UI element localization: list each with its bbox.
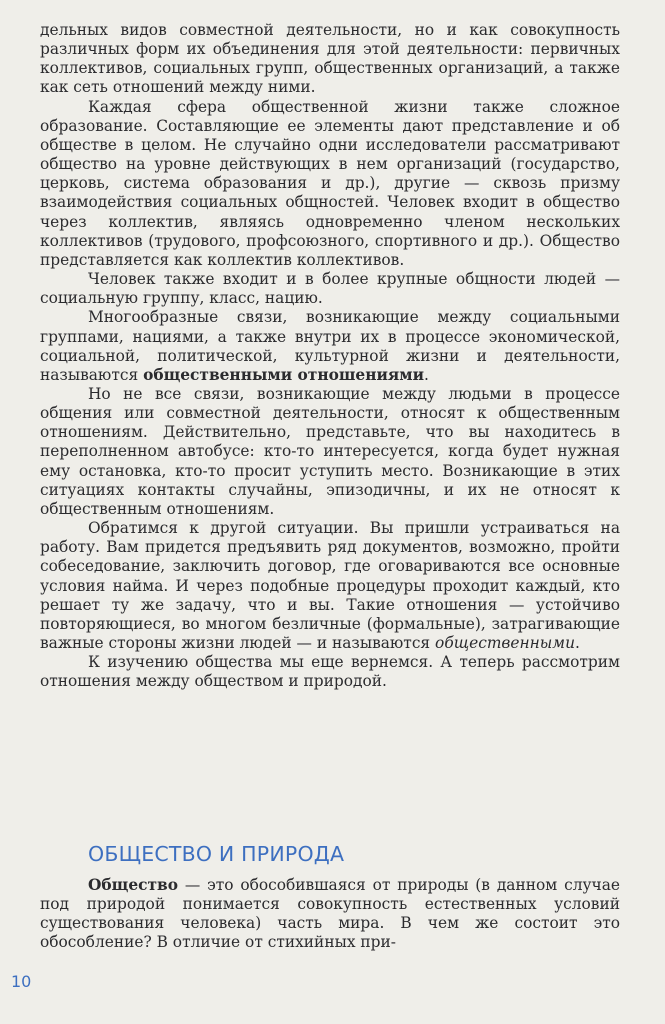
- paragraph-text: Обратимся к другой ситуации. Вы пришли устраиваться на работу. Вам придется предъявить ряд документов, возможно, пройти собеседование, заключить договор, где оговариваются все основные условия найма. И через подобные процедуры проходит каждый, кто решает ту же задачу, что и вы. Такие отношения — устойчиво повторяющиеся, во многом безличные (формальные), затрагивающие важные стороны жизни людей — и называются: [40, 519, 620, 652]
- paragraph-text: Каждая сфера общественной жизни также сложное образование. Составляющие ее элементы дают представление и об обществе в целом. Не случайно одни исследователи рассматривают общество на уровне действующих в нем организаций (государство, церковь, система образования и др.), другие — сквозь призму взаимодействия социальных общностей. Человек входит в общество через коллектив, являясь одновременно членом нескольких коллективов (трудового, профсоюзного, спортивного и др.). Общество представляется как коллектив коллективов.: [40, 97, 620, 269]
- paragraph-5: [40, 385, 620, 519]
- section-bold-term: Общество: [88, 876, 178, 894]
- paragraph-4: [40, 308, 620, 385]
- paragraph-6: [40, 519, 620, 653]
- paragraph-7: [40, 653, 620, 691]
- page-number: 10: [11, 972, 32, 991]
- paragraph-text: дельных видов совместной деятельности, но и как совокупность различных форм их объединения для этой деятельности: первичных коллективов, социальных групп, общественных организаций, а также как сеть отношений между ними.: [40, 21, 620, 97]
- paragraph-text: Но не все связи, возникающие между людьми в процессе общения или совместной деятельности, относят к общественным отношениям. Действительно, представьте, что вы находитесь в переполненном автобусе: кто-то интересуется, когда будет нужная ему остановка, кто-то просит уступить место. Возникающие в этих ситуациях контакты случайны, эпизодичны, и их не относят к общественным отношениям.: [40, 384, 620, 518]
- section-paragraph-rest: — это обособившаяся от природы (в данном случае под природой понимается совокупность естественных условий существования человека) часть мира. В чем же состоит это обособление? В отличие от стихийных при-: [40, 876, 620, 952]
- paragraph-text: Человек также входит и в более крупные общности людей — социальную группу, класс, нацию.: [40, 270, 620, 308]
- main-text-block: [40, 21, 620, 691]
- section-paragraph: [40, 876, 620, 953]
- italic-term: общественными: [435, 634, 575, 652]
- paragraph-text: К изучению общества мы еще вернемся. А теперь рассмотрим отношения между обществом и природой.: [40, 653, 620, 691]
- paragraph-2: [40, 98, 620, 270]
- paragraph-text: Многообразные связи, возникающие между социальными группами, нациями, а также внутри их в процессе экономической, социальной, политической, культурной жизни и деятельности, называются: [40, 308, 620, 384]
- bold-term: общественными отношениями: [143, 365, 425, 384]
- paragraph-1: [40, 21, 620, 98]
- paragraph-text: .: [424, 365, 429, 384]
- section-heading: ОБЩЕСТВО И ПРИРОДА: [88, 842, 345, 866]
- section-text-block: [40, 876, 620, 953]
- paragraph-3: [40, 270, 620, 308]
- paragraph-text: .: [574, 634, 580, 652]
